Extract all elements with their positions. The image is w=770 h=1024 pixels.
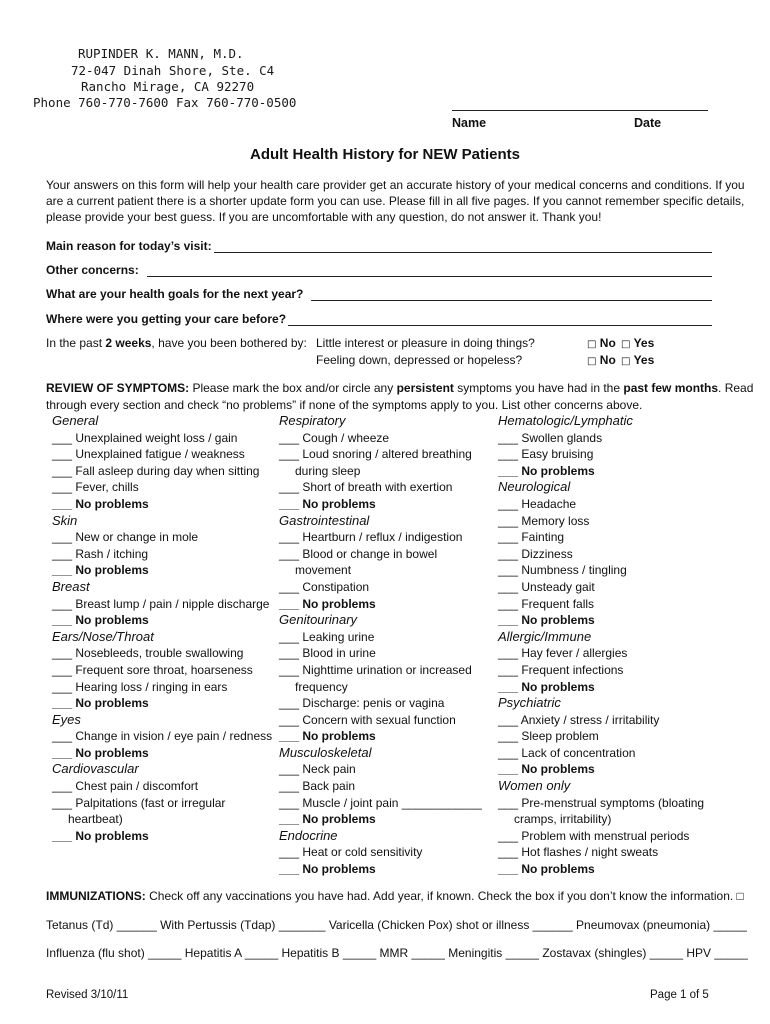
symptom-item[interactable]: ___ Easy bruising <box>498 447 594 462</box>
symptom-continuation: heartbeat) <box>68 812 123 827</box>
symptom-item[interactable]: ___ Nosebleeds, trouble swallowing <box>52 646 244 661</box>
symptom-item[interactable]: ___ Numbness / tingling <box>498 563 627 578</box>
section-heading: Hematologic/Lymphatic <box>498 413 633 428</box>
symptom-item[interactable]: ___ Memory loss <box>498 513 590 528</box>
symptom-item[interactable]: ___ Cough / wheeze <box>279 430 390 445</box>
other-concerns-input-line[interactable] <box>147 265 712 277</box>
reason-field[interactable] <box>46 239 712 253</box>
screen-lead-post: , have you been bothered by: <box>151 336 307 350</box>
page-number: Page 1 of 5 <box>650 989 709 1001</box>
section-heading: Cardiovascular <box>52 761 139 777</box>
symptom-item[interactable]: ___ Short of breath with exertion <box>279 480 453 495</box>
screen-question-2: Feeling down, depressed or hopeless? <box>316 353 523 367</box>
symptom-item[interactable]: ___ Leaking urine <box>279 629 375 644</box>
symptoms-column-2 <box>279 413 497 878</box>
symptom-item[interactable]: ___ Constipation <box>279 579 370 594</box>
symptom-item[interactable]: ___ Swollen glands <box>498 430 603 445</box>
no-problems-item[interactable]: ___ No problems <box>52 496 149 511</box>
page-title: Adult Health History for NEW Patients <box>249 146 521 163</box>
symptom-item[interactable]: ___ Nighttime urination or increased <box>279 662 472 677</box>
symptom-continuation: cramps, irritability) <box>514 812 612 827</box>
symptom-continuation: during sleep <box>295 463 361 478</box>
q1-yes-option[interactable] <box>621 336 654 350</box>
symptom-item[interactable]: ___ Fainting <box>498 530 565 545</box>
q2-no-label: No <box>599 353 616 367</box>
symptom-item[interactable]: ___ Neck pain <box>279 762 356 777</box>
immunizations-instructions <box>46 889 744 903</box>
goals-label: What are your health goals for the next year? <box>46 287 304 301</box>
immunizations-row-1[interactable]: Tetanus (Td) ______ With Pertussis (Tdap) _______ Varicella (Chicken Pox) shot or illness ______ Pneumovax (pneumonia) _____ <box>46 918 747 932</box>
other-concerns-label: Other concerns: <box>46 263 139 277</box>
intro-line-3: please provide your best guess. If you are uncomfortable with any question, do not answer it. Thank you! <box>46 210 602 224</box>
immunizations-label: IMMUNIZATIONS: <box>46 889 146 903</box>
no-problems-item[interactable]: ___ No problems <box>498 613 595 628</box>
symptom-item[interactable]: ___ Blood in urine <box>279 646 376 661</box>
q2-yes-checkbox[interactable]: □ <box>621 356 631 367</box>
section-heading: Breast <box>52 578 90 594</box>
q2-no-checkbox[interactable]: □ <box>587 356 597 367</box>
no-problems-item[interactable]: ___ No problems <box>498 762 595 777</box>
symptom-item[interactable]: ___ Sleep problem <box>498 729 599 744</box>
q1-no-option[interactable] <box>587 336 616 350</box>
symptom-continuation: frequency <box>295 679 348 694</box>
no-problems-item[interactable]: ___ No problems <box>52 696 149 711</box>
symptom-item[interactable]: ___ Change in vision / eye pain / redness <box>52 729 273 744</box>
symptoms-column-1 <box>52 413 277 844</box>
screen-lead-pre: In the past <box>46 336 106 350</box>
goals-input-line[interactable] <box>311 289 712 301</box>
goals-field[interactable] <box>46 287 712 301</box>
section-heading: Women only <box>498 778 571 794</box>
no-problems-item[interactable]: ___ No problems <box>279 862 376 877</box>
screen-question-1: Little interest or pleasure in doing things? <box>316 336 535 350</box>
ros-bold-1: persistent <box>396 381 454 395</box>
symptom-item[interactable]: ___ Headache <box>498 496 577 511</box>
other-concerns-field[interactable] <box>46 263 712 277</box>
symptom-item[interactable]: ___ Frequent sore throat, hoarseness <box>52 662 253 677</box>
ros-text-3: . Read <box>718 381 754 395</box>
symptom-item[interactable]: ___ Concern with sexual function <box>279 712 456 727</box>
previous-care-input-line[interactable] <box>288 314 712 326</box>
symptom-item[interactable]: ___ Pre-menstrual symptoms (bloating <box>498 795 705 810</box>
no-problems-item[interactable]: ___ No problems <box>279 729 376 744</box>
section-heading: Musculoskeletal <box>279 744 372 760</box>
ros-text-1: Please mark the box and/or circle any <box>189 381 397 395</box>
q1-no-label: No <box>599 336 616 350</box>
symptom-item[interactable]: ___ Breast lump / pain / nipple discharge <box>52 596 270 611</box>
no-problems-item[interactable]: ___ No problems <box>279 596 376 611</box>
ros-instructions-line-2: through every section and check “no problems” if none of the symptoms apply to you. List other concerns above. <box>46 398 643 412</box>
symptom-item[interactable]: ___ Fall asleep during day when sitting <box>52 463 260 478</box>
section-heading: Psychiatric <box>498 695 561 711</box>
ros-text-2: symptoms you have had in the <box>453 381 624 395</box>
symptom-item[interactable]: ___ Hay fever / allergies <box>498 646 628 661</box>
ros-label: REVIEW OF SYMPTOMS: <box>46 381 190 395</box>
symptom-item[interactable]: ___ Back pain <box>279 779 356 794</box>
no-problems-item[interactable]: ___ No problems <box>498 463 595 478</box>
phone-fax: Phone 760-770-7600 Fax 760-770-0500 <box>33 95 297 110</box>
no-problems-item[interactable]: ___ No problems <box>279 496 376 511</box>
no-problems-item[interactable]: ___ No problems <box>52 613 149 628</box>
previous-care-field[interactable] <box>46 312 712 326</box>
symptom-item[interactable]: ___ Dizziness <box>498 546 573 561</box>
intro-line-1: Your answers on this form will help your health care provider get an accurate history of your medical concerns and conditions. If you <box>46 178 745 192</box>
symptom-item[interactable]: ___ Hot flashes / night sweats <box>498 845 659 860</box>
section-heading: Ears/Nose/Throat <box>52 628 154 644</box>
name-label: Name <box>452 116 487 130</box>
symptom-item[interactable]: ___ Loud snoring / altered breathing <box>279 447 472 462</box>
q1-yes-checkbox[interactable]: □ <box>621 339 631 350</box>
q2-yes-option[interactable] <box>621 353 654 367</box>
q2-yes-label: Yes <box>633 353 655 367</box>
reason-label: Main reason for today’s visit: <box>46 239 212 253</box>
symptom-item[interactable]: ___ Blood or change in bowel <box>279 546 438 561</box>
section-heading: Respiratory <box>279 413 346 428</box>
date-label: Date <box>634 116 662 130</box>
no-problems-item[interactable]: ___ No problems <box>498 679 595 694</box>
previous-care-label: Where were you getting your care before? <box>46 312 287 326</box>
symptom-item[interactable]: ___ Unsteady gait <box>498 579 595 594</box>
symptom-item[interactable]: ___ Rash / itching <box>52 546 149 561</box>
no-problems-item[interactable]: ___ No problems <box>52 745 149 760</box>
screen-lead-bold: 2 weeks <box>105 336 152 350</box>
section-heading: Genitourinary <box>279 612 358 628</box>
reason-input-line[interactable] <box>214 241 712 253</box>
symptom-item[interactable]: ___ Frequent infections <box>498 662 624 677</box>
section-heading: Gastrointestinal <box>279 512 370 528</box>
symptom-item[interactable]: ___ Anxiety / stress / irritability <box>498 712 660 727</box>
no-problems-item[interactable]: ___ No problems <box>279 812 376 827</box>
symptom-item[interactable]: ___ Unexplained weight loss / gain <box>52 430 238 445</box>
symptom-item[interactable]: ___ Unexplained fatigue / weakness <box>52 447 245 462</box>
section-heading: Neurological <box>498 479 571 495</box>
immunizations-text: Check off any vaccinations you have had. Add year, if known. Check the box if you don’t know the information. □ <box>145 889 744 903</box>
section-heading: Allergic/Immune <box>498 628 592 644</box>
symptom-item[interactable]: ___ New or change in mole <box>52 530 199 545</box>
no-problems-item[interactable]: ___ No problems <box>52 563 149 578</box>
revised-date: Revised 3/10/11 <box>46 989 129 1001</box>
symptom-item[interactable]: ___ Problem with menstrual periods <box>498 828 690 843</box>
symptom-item[interactable]: ___ Discharge: penis or vagina <box>279 696 445 711</box>
immunizations-row-2[interactable]: Influenza (flu shot) _____ Hepatitis A _____ Hepatitis B _____ MMR _____ Meningitis _____ Zostavax (shingles) _____ HPV _____ <box>46 946 748 960</box>
section-heading: Skin <box>52 512 78 528</box>
ros-bold-2: past few months <box>623 381 719 395</box>
symptom-item[interactable]: ___ Heat or cold sensitivity <box>279 845 423 860</box>
symptom-item[interactable]: ___ Hearing loss / ringing in ears <box>52 679 228 694</box>
no-problems-item[interactable]: ___ No problems <box>52 828 149 843</box>
intro-line-2: are a current patient there is a shorter update form you can use. Please fill in all five pages. If you cannot remember specific details, <box>46 194 745 208</box>
symptom-item[interactable]: ___ Lack of concentration <box>498 745 636 760</box>
symptom-item[interactable]: ___ Chest pain / discomfort <box>52 779 199 794</box>
name-date-line[interactable] <box>452 110 708 111</box>
symptom-item[interactable]: ___ Muscle / joint pain ____________ <box>279 795 482 810</box>
q1-no-checkbox[interactable]: □ <box>587 339 597 350</box>
q2-no-option[interactable] <box>587 353 616 367</box>
screen-lead <box>46 336 307 350</box>
address-line-1: 72-047 Dinah Shore, Ste. C4 <box>71 63 275 78</box>
section-heading: General <box>52 413 99 428</box>
symptom-item[interactable]: ___ Heartburn / reflux / indigestion <box>279 530 463 545</box>
symptoms-column-3 <box>498 413 728 878</box>
address-line-2: Rancho Mirage, CA 92270 <box>81 79 255 94</box>
symptom-item[interactable]: ___ Fever, chills <box>52 480 139 495</box>
symptom-continuation: movement <box>295 563 352 578</box>
no-problems-item[interactable]: ___ No problems <box>498 862 595 877</box>
q1-yes-label: Yes <box>633 336 655 350</box>
symptom-item[interactable]: ___ Frequent falls <box>498 596 595 611</box>
ros-instructions <box>46 381 753 395</box>
section-heading: Endocrine <box>279 827 338 843</box>
symptom-item[interactable]: ___ Palpitations (fast or irregular <box>52 795 226 810</box>
doctor-name: RUPINDER K. MANN, M.D. <box>78 46 244 61</box>
section-heading: Eyes <box>52 711 81 727</box>
